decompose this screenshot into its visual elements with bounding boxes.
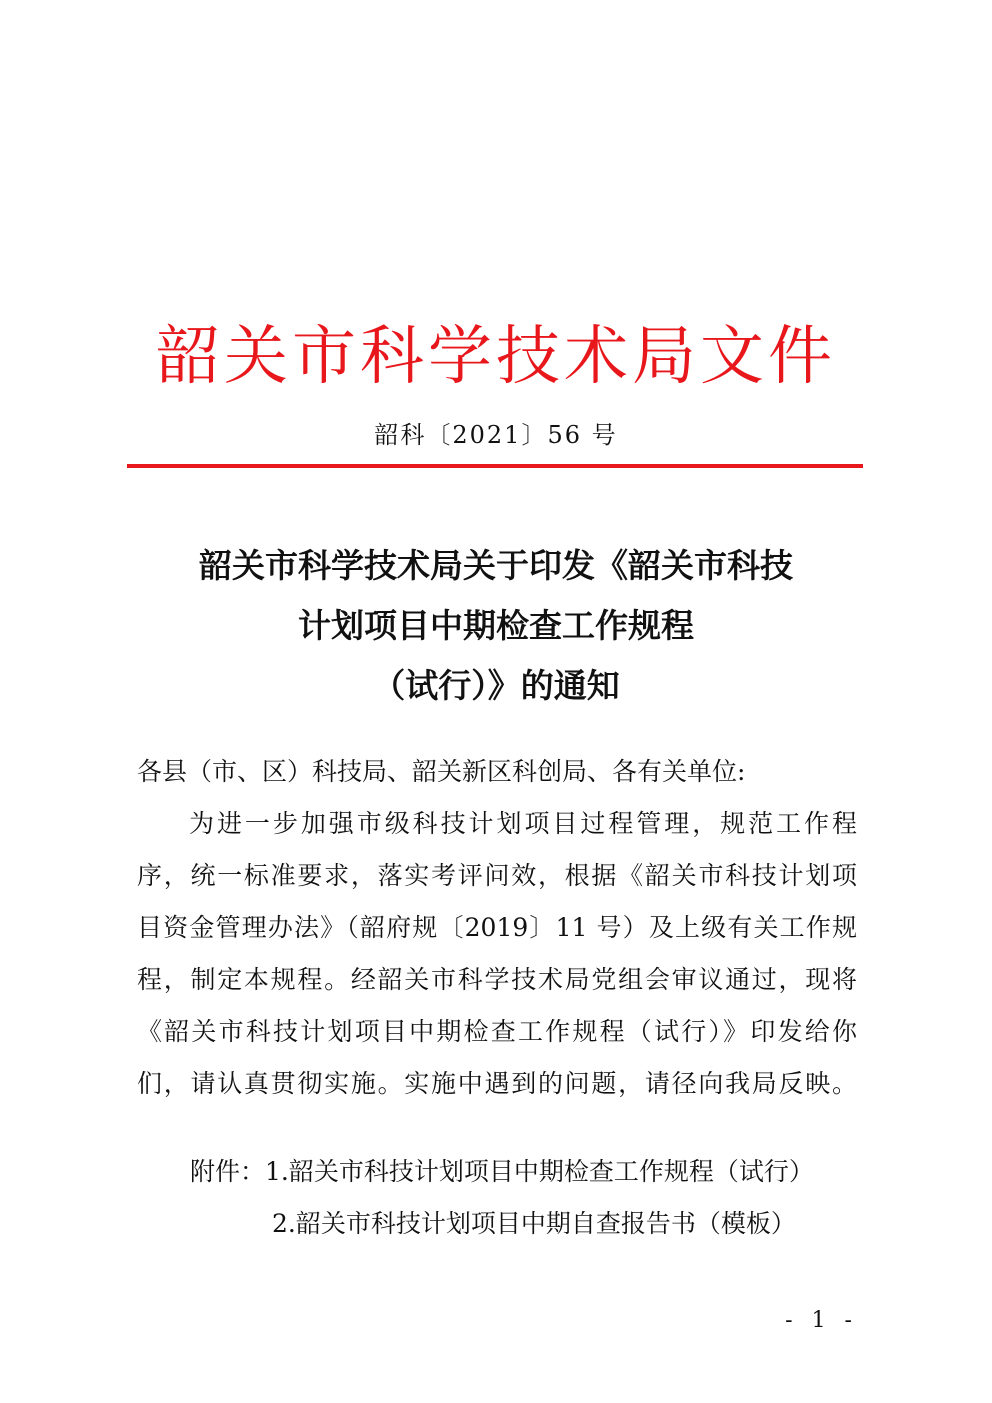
attachment-title: 2.韶关市科技计划项目中期自查报告书（模板） <box>272 1209 796 1238</box>
salutation: 各县（市、区）科技局、韶关新区科创局、各有关单位: <box>137 757 746 786</box>
paragraph-line: 为进一步加强市级科技计划项目过程管理，规范工作程 <box>189 809 857 838</box>
paragraph-line: 们，请认真贯彻实施。实施中遇到的问题，请径向我局反映。 <box>137 1069 857 1098</box>
title-line-2: 计划项目中期检查工作规程 <box>298 606 694 645</box>
document-number: 韶科〔2021〕56 号 <box>374 421 618 449</box>
document-title <box>0 536 992 716</box>
attachment-item <box>190 1198 850 1250</box>
title-line-3: （试行）》的通知 <box>372 666 620 705</box>
attachments-label: 附件： <box>190 1157 266 1186</box>
attachments-list <box>190 1146 850 1250</box>
attachment-item <box>190 1146 850 1198</box>
masthead-title: 韶关市科学技术局文件 <box>156 320 836 394</box>
red-divider-rule <box>127 464 863 468</box>
page-number: - 1 - <box>785 1308 858 1333</box>
paragraph-line: 序，统一标准要求，落实考评问效，根据《韶关市科技计划项 <box>137 861 857 890</box>
paragraph-line: 程，制定本规程。经韶关市科学技术局党组会审议通过，现将 <box>137 965 857 994</box>
attachment-title: 1.韶关市科技计划项目中期检查工作规程（试行） <box>265 1157 814 1186</box>
paragraph-line: 目资金管理办法》（韶府规〔2019〕11 号）及上级有关工作规 <box>137 913 857 942</box>
paragraph-line: 《韶关市科技计划项目中期检查工作规程（试行）》印发给你 <box>137 1017 857 1046</box>
document-body <box>137 746 857 1110</box>
title-line-1: 韶关市科学技术局关于印发《韶关市科技 <box>199 546 793 585</box>
